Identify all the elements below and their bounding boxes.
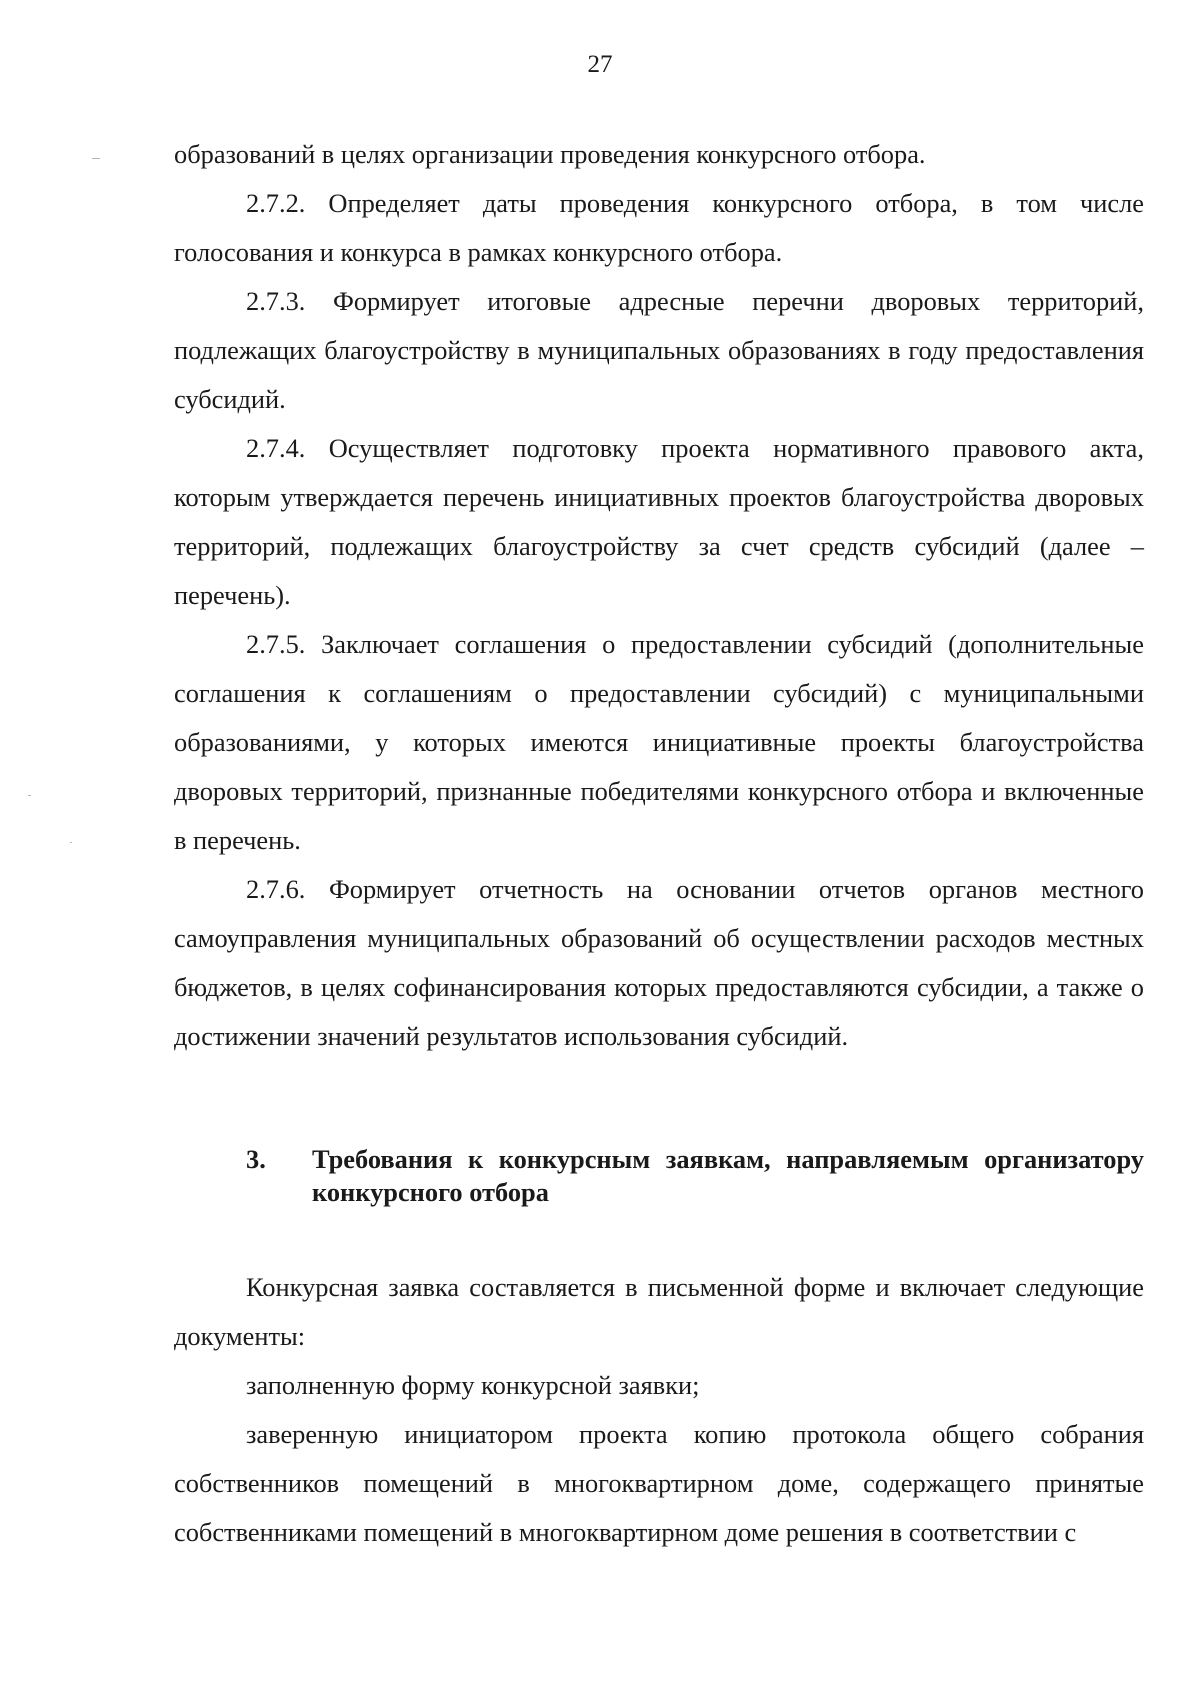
- paragraph-continuation: образований в целях организации проведения конкурсного отбора.: [174, 139, 926, 169]
- scan-speck: [28, 795, 31, 796]
- paragraph-2-7-4: 2.7.4. Осуществляет подготовку проекта нормативного правового акта, которым утверждается перечень инициативных проектов благоустройства дворовых территорий, подлежащих благоустройству за счет средств субсидий (далее – перечень).: [174, 433, 1144, 610]
- paragraph-protocol-copy: заверенную инициатором проекта копию протокола общего собрания собственников помещений в многоквартирном доме, содержащего принятые собственниками помещений в многоквартирном доме решения в соответствии с: [174, 1419, 1144, 1547]
- document-body: [174, 130, 1144, 1557]
- section-number: 3.: [246, 1144, 266, 1174]
- section-heading: [174, 1143, 1144, 1209]
- paragraph-application-form: заполненную форму конкурсной заявки;: [246, 1370, 700, 1400]
- page-number: 27: [587, 51, 613, 78]
- section-title: Требования к конкурсным заявкам, направляемым организатору конкурсного отбора: [312, 1144, 1144, 1207]
- paragraph-2-7-2: 2.7.2. Определяет даты проведения конкурсного отбора, в том числе голосования и конкурса в рамках конкурсного отбора.: [174, 188, 1144, 267]
- paragraph-2-7-5: 2.7.5. Заключает соглашения о предоставлении субсидий (дополнительные соглашения к соглашениям о предоставлении субсидий) с муниципальными образованиями, у которых имеются инициативные проекты благоустройства дворовых территорий, признанные победителями конкурсного отбора и включенные в перечень.: [174, 629, 1144, 855]
- scan-speck: [92, 158, 100, 159]
- paragraph-2-7-3: 2.7.3. Формирует итоговые адресные перечни дворовых территорий, подлежащих благоустройству в муниципальных образованиях в году предоставления субсидий.: [174, 286, 1144, 414]
- paragraph-application-intro: Конкурсная заявка составляется в письменной форме и включает следующие документы:: [174, 1272, 1144, 1351]
- paragraph-2-7-6: 2.7.6. Формирует отчетность на основании отчетов органов местного самоуправления муниципальных образований об осуществлении расходов местных бюджетов, в целях софинансирования которых предоставляются субсидии, а также о достижении значений результатов использования субсидий.: [174, 874, 1144, 1051]
- scan-speck: [70, 842, 72, 843]
